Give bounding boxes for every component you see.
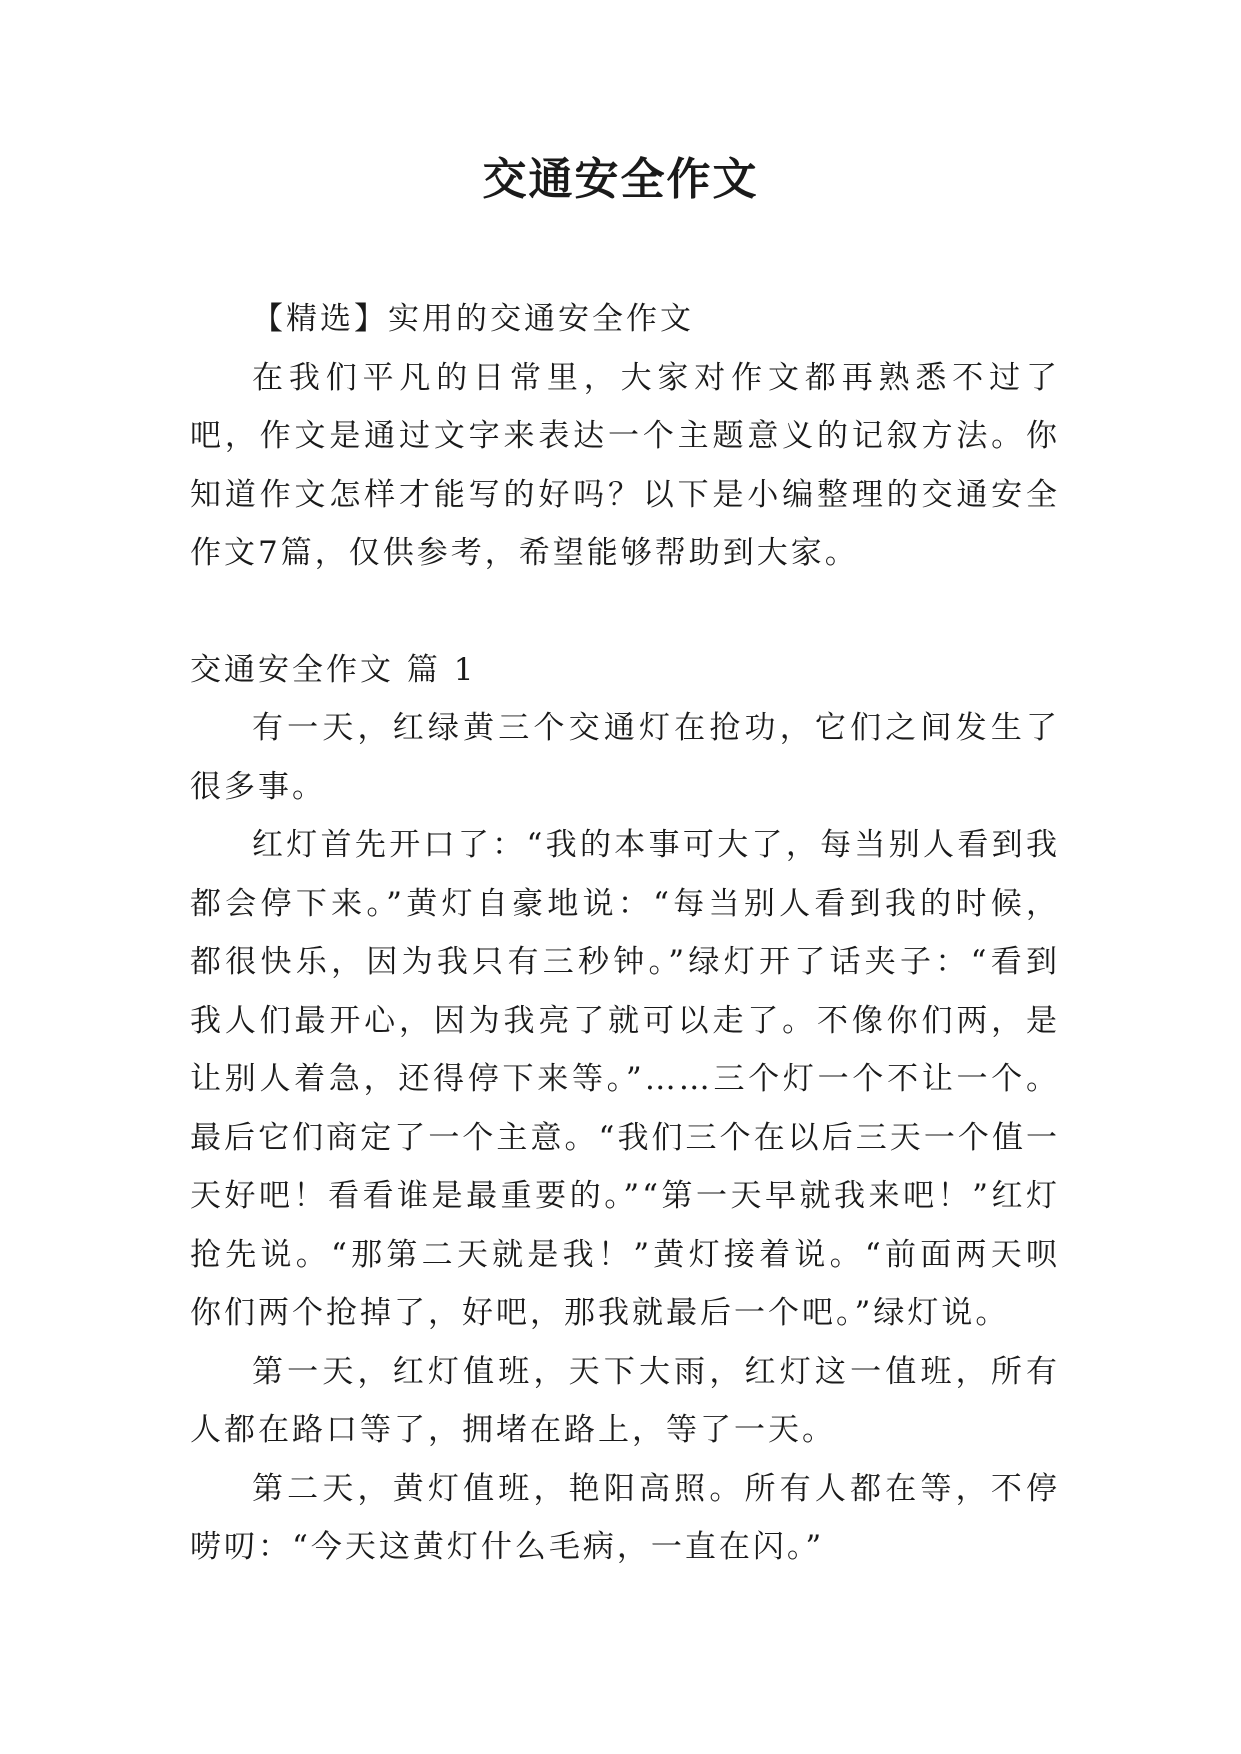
body-paragraph: 红灯首先开口了：“我的本事可大了，每当别人看到我都会停下来。”黄灯自豪地说：“每当别人看到我的时候，都很快乐，因为我只有三秒钟。”绿灯开了话夹子：“看到我人们最开心，因为我亮了就可以走了。不像你们两，是让别人着急，还得停下来等。”……三个灯一个不让一个。最后它们商定了一个主意。“我们三个在以后三天一个值一天好吧！看看谁是最重要的。”“第一天早就我来吧！”红灯抢先说。“那第二天就是我！”黄灯接着说。“前面两天呗你们两个抢掉了，好吧，那我就最后一个吧。”绿灯说。: [190, 827, 1060, 1331]
document-body: [190, 290, 1060, 1577]
body-paragraph: 第一天，红灯值班，天下大雨，红灯这一值班，所有人都在路口等了，拥堵在路上，等了一天。: [190, 1353, 1060, 1448]
section-heading: 交通安全作文 篇 1: [190, 651, 477, 688]
intro-paragraph: 在我们平凡的日常里，大家对作文都再熟悉不过了吧，作文是通过文字来表达一个主题意义的记叙方法。你知道作文怎样才能写的好吗？以下是小编整理的交通安全作文7篇，仅供参考，希望能够帮助到大家。: [190, 359, 1060, 571]
body-paragraph: 第二天，黄灯值班，艳阳高照。所有人都在等，不停唠叨：“今天这黄灯什么毛病，一直在闪。”: [190, 1470, 1060, 1565]
body-paragraph: 有一天，红绿黄三个交通灯在抢功，它们之间发生了很多事。: [190, 710, 1060, 805]
document-title: 交通安全作文: [482, 154, 759, 205]
document-subtitle: 【精选】实用的交通安全作文: [252, 301, 694, 337]
